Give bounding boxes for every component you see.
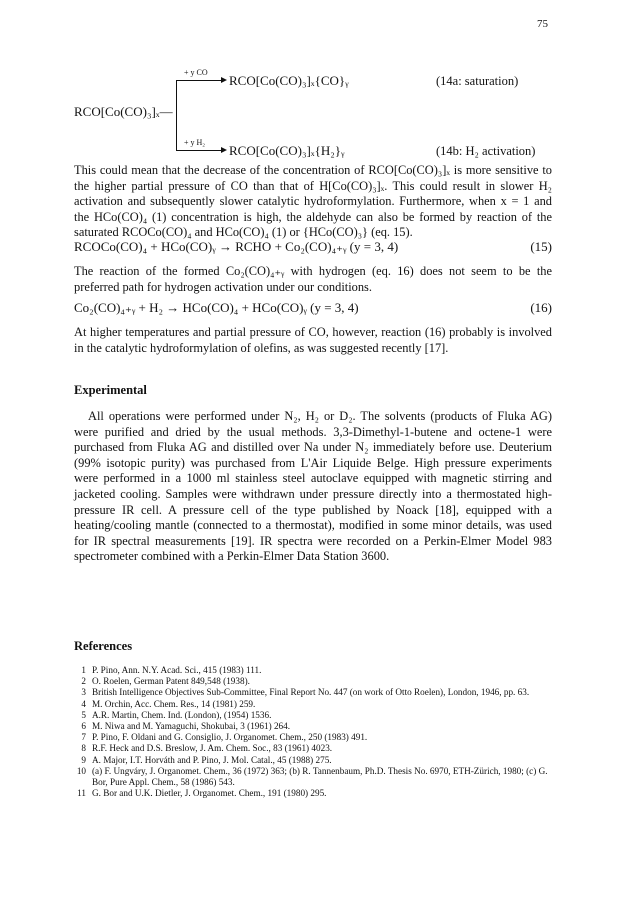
scheme-start-compound: RCO[Co(CO)₃]ₓ—	[74, 104, 173, 119]
reference-item: 8 R.F. Heck and D.S. Breslow, J. Am. Chem. Soc., 83 (1961) 4023.	[81, 743, 333, 754]
equation-15-text: RCOCo(CO)₄ + HCo(CO)ᵧ → RCHO + Co₂(CO)₄₊ᵧ (y = 3, 4)	[74, 239, 399, 254]
lower-arrowhead-icon	[221, 147, 227, 153]
equation-15-number: (15)	[530, 239, 552, 254]
equation-16-number: (16)	[530, 300, 552, 315]
reference-item: 1 P. Pino, Ann. N.Y. Acad. Sci., 415 (1983) 111.	[81, 665, 262, 675]
reference-item: 11 G. Bor and U.K. Dietler, J. Organomet. Chem., 191 (1980) 295.	[77, 788, 327, 799]
lower-product: RCO[Co(CO)₃]ₓ{H₂}ᵧ	[229, 143, 345, 158]
references-heading: References	[74, 639, 133, 653]
paragraph-2: The reaction of the formed Co₂(CO)₄₊ᵧ with hydrogen (eq. 16) does not seem to be the preferred path for hydrogen activation under our conditions.	[74, 264, 552, 294]
reference-item: 3 British Intelligence Objectives Sub-Committee, Final Report No. 447 (on work of Otto Roelen), London, 1946, pp. 63.	[81, 687, 530, 698]
paragraph-1: This could mean that the decrease of the concentration of RCO[Co(CO)₃]ₓ is more sensitive to the higher partial pressure of CO than that of H[Co(CO)₃]ₓ. This could result in slower H₂ activation and subsequently slower catalytic hydroformylation. Furthermore, when x = 1 and the HCo(CO)₄ (1) concentration is high, the aldehyde can also be formed by reaction of the saturated RCOCo(CO)₄ and HCo(CO)₄ (1) or {HCo(CO)₃} (eq. 15).	[74, 163, 552, 240]
upper-arrowhead-icon	[221, 77, 227, 83]
reference-item: 6 M. Niwa and M. Yamaguchi, Shokubai, 3 (1961) 264.	[81, 721, 291, 732]
upper-reagent: + y CO	[184, 68, 208, 77]
lower-reagent: + y H₂	[184, 138, 206, 147]
equation-16-text: Co₂(CO)₄₊ᵧ + H₂ → HCo(CO)₄ + HCo(CO)ᵧ (y = 3, 4)	[74, 300, 359, 315]
upper-label: (14a: saturation)	[436, 74, 519, 88]
reference-item: 2 O. Roelen, German Patent 849,548 (1938).	[81, 676, 250, 687]
upper-product: RCO[Co(CO)₃]ₓ{CO}ᵧ	[229, 73, 349, 88]
reference-item: 7 P. Pino, F. Oldani and G. Consiglio, J. Organomet. Chem., 250 (1983) 491.	[81, 732, 368, 743]
reference-item: 5 A.R. Martin, Chem. Ind. (London), (1954) 1536.	[81, 709, 272, 720]
lower-label: (14b: H₂ activation)	[436, 144, 536, 158]
reference-item: 4 M. Orchin, Acc. Chem. Res., 14 (1981) 259.	[81, 698, 256, 709]
experimental-heading: Experimental	[74, 383, 147, 397]
equation-15	[74, 239, 552, 255]
scheme-branch-line	[176, 80, 177, 150]
scheme-lower-arrow	[176, 150, 222, 151]
scheme-upper-arrow	[176, 80, 222, 81]
experimental-text: All operations were performed under N₂, H₂ or D₂. The solvents (products of Fluka AG) were purified and dried by the usual methods. 3,3-Dimethyl-1-butene and octene-1 were purchased from Fluka AG and distilled over Na under N₂ immediately before use. Deuterium (99% isotopic purity) was purchased from L'Air Liquide Belge. High pressure experiments were performed in a 1000 ml stainless steel autoclave equipped with magnetic stirring and jacketed cooling. Samples were withdrawn under pressure directly into a thermostated high-pressure IR cell. A pressure cell of the type published by Noack [18], equipped with a heating/cooling mantle (connected to a thermostat), modified in some minor details, was used for IR spectral measurements [19]. IR spectra were recorded on a Perkin-Elmer Model 983 spectrometer combined with a Perkin-Elmer Data Station 3600.	[74, 409, 552, 564]
page-number: 75	[537, 18, 548, 30]
paragraph-3: At higher temperatures and partial pressure of CO, however, reaction (16) probably is involved in the catalytic hydroformylation of olefins, as was suggested recently [17].	[74, 325, 552, 355]
reference-item: 10 (a) F. Ungváry, J. Organomet. Chem., 36 (1972) 363; (b) R. Tannenbaum, Ph.D. Thesis No. 6970, ETH-Zürich, 1980; (c) G. Bor, Pure Appl. Chem., 58 (1986) 543.	[76, 765, 548, 788]
references-list	[74, 665, 552, 799]
reference-item: 9 A. Major, I.T. Horváth and P. Pino, J. Mol. Catal., 45 (1988) 275.	[81, 754, 332, 765]
equation-16	[74, 300, 552, 316]
